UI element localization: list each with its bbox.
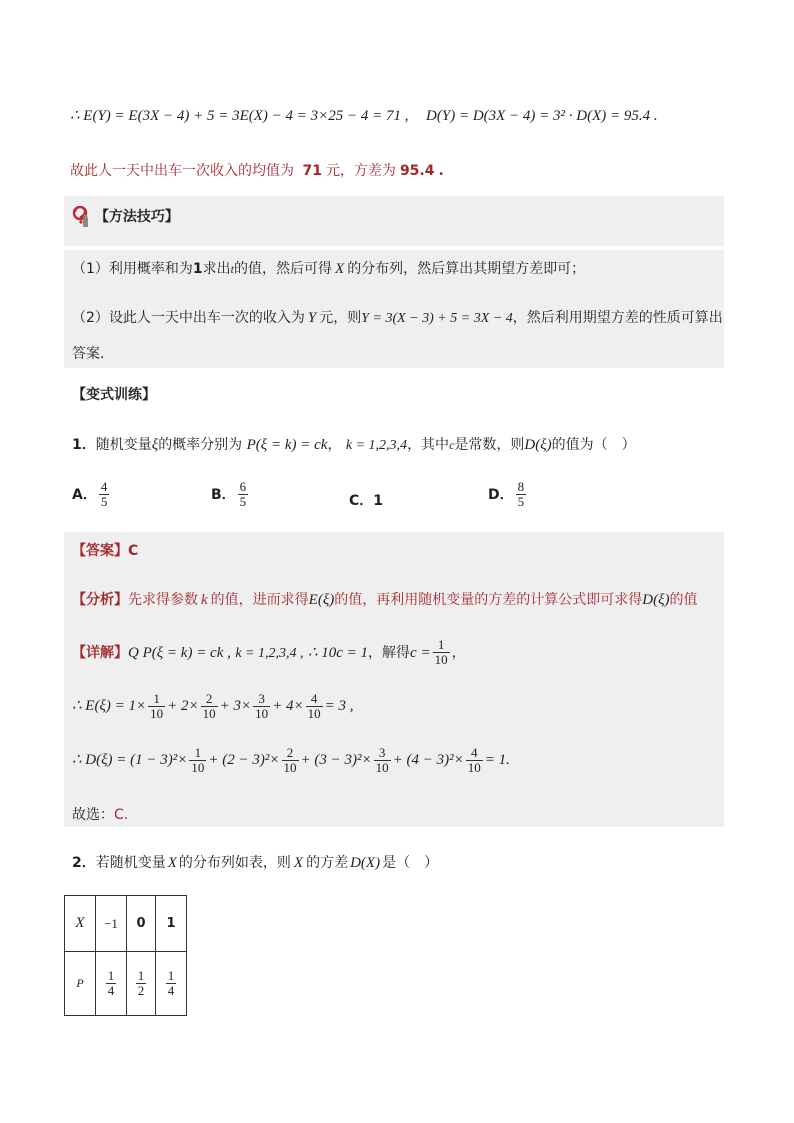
- analysis-text-d: 的值: [669, 592, 698, 608]
- table-frac-den: 4: [167, 983, 175, 998]
- method-item1-t: t: [230, 262, 235, 276]
- table-header-p: P: [65, 952, 96, 1016]
- q2-text-a: 若随机变量: [95, 855, 166, 871]
- q1-text-e: 的值为（ ）: [551, 437, 636, 453]
- analysis-tag: 【分析】: [72, 592, 128, 608]
- table-row: [65, 896, 187, 952]
- table-frac-num: 1: [137, 967, 145, 983]
- expectation-expression: ∴ E(Y) = E(3X − 4) + 5 = 3E(X) − 4 = 3×25 − 4 = 71 ,: [70, 108, 409, 124]
- d-calc-plus-4: + (4 − 3)²×: [392, 752, 464, 769]
- e-calc-frac-3: [253, 692, 270, 722]
- detail-c-num: 1: [437, 637, 445, 652]
- detail-comma: ，: [451, 644, 466, 661]
- d-calc-prefix: ∴ D(ξ) = (1 − 3)²×: [72, 752, 188, 769]
- e-calc-frac-2: [201, 692, 218, 722]
- option-b[interactable]: [211, 480, 250, 510]
- table-frac-den: 2: [137, 983, 145, 998]
- analysis-exi: E(ξ): [308, 592, 335, 608]
- method-item2-y: Y: [307, 310, 317, 326]
- d-t2-den: 10: [283, 760, 297, 776]
- conclusion-end: .: [438, 163, 444, 179]
- e-t2-den: 10: [202, 706, 216, 722]
- detail-sum: ∴ 10c = 1: [307, 644, 369, 661]
- answer-box: [64, 532, 724, 827]
- method-item1-one: 1: [192, 261, 203, 277]
- q1-xi: ξ: [151, 437, 159, 453]
- q2-x: X: [167, 855, 177, 871]
- option-a[interactable]: [72, 480, 111, 510]
- method-item1-text-c: 求出: [202, 261, 231, 277]
- table-header-x: X: [65, 896, 96, 952]
- option-b-label: B．: [211, 486, 236, 503]
- e-calc-plus-3: + 3×: [219, 698, 252, 715]
- conclusion-line: [70, 160, 444, 180]
- method-item2-text-a: （2）设此人一天中出车一次的收入为: [72, 310, 305, 326]
- table-cell: 0: [127, 896, 156, 952]
- expectation-calc-line: [72, 692, 354, 722]
- option-c-label: C．: [349, 493, 374, 509]
- d-calc-frac-2: [282, 746, 299, 776]
- d-t3-num: 3: [378, 745, 386, 760]
- option-a-fraction: [99, 480, 110, 510]
- e-t4-num: 4: [310, 691, 318, 706]
- detail-prob-expr: Q P(ξ = k) = ck ,: [128, 644, 231, 661]
- e-calc-prefix: ∴ E(ξ) = 1×: [72, 698, 147, 715]
- e-calc-frac-1: [148, 692, 165, 722]
- detail-tag: 【详解】: [72, 644, 128, 661]
- method-item1-text-e: 的分布列，然后算出其期望方差即可；: [347, 261, 586, 277]
- option-a-den: 5: [100, 494, 108, 510]
- table-frac: [166, 969, 177, 999]
- analysis-text-a: 先求得参数: [128, 592, 198, 608]
- d-t3-den: 10: [375, 760, 389, 776]
- q2-text-d: 是（ ）: [382, 855, 439, 871]
- q1-prob-expr: P(ξ = k) = ck: [246, 437, 328, 453]
- method-item1-text-a: （1）利用概率和为: [72, 261, 193, 277]
- conclusion-mid: 元，方差为: [325, 163, 396, 179]
- question-1: [72, 434, 636, 454]
- table-frac: [136, 969, 147, 999]
- analysis-dxi: D(ξ): [642, 592, 670, 608]
- answer-value: C: [128, 543, 139, 559]
- option-a-num: 4: [100, 479, 108, 494]
- method-item2-expr: Y = 3(X − 3) + 5 = 3X − 4: [361, 311, 513, 326]
- q2-text-b: 的分布列如表，则: [178, 855, 291, 871]
- option-b-den: 5: [239, 494, 247, 510]
- table-cell: [96, 952, 127, 1016]
- choose-label: 故选：: [72, 807, 114, 823]
- option-d-num: 8: [517, 479, 525, 494]
- table-frac-num: 1: [107, 967, 115, 983]
- option-d-fraction: [516, 480, 527, 510]
- option-c[interactable]: [349, 490, 383, 510]
- question-2: [72, 852, 438, 872]
- table-cell: [156, 952, 187, 1016]
- option-d-label: D．: [488, 486, 514, 503]
- d-calc-plus-3: + (3 − 3)²×: [300, 752, 372, 769]
- detail-line: [72, 638, 466, 668]
- expectation-line: [70, 106, 658, 125]
- d-calc-plus-2: + (2 − 3)²×: [208, 752, 280, 769]
- q1-number: 1．: [72, 437, 96, 453]
- e-calc-frac-4: [306, 692, 323, 722]
- d-t4-num: 4: [470, 745, 478, 760]
- e-t2-num: 2: [205, 691, 213, 706]
- e-t1-den: 10: [150, 706, 164, 722]
- q2-number: 2．: [72, 855, 96, 871]
- answer-line: [72, 540, 138, 560]
- method-item2-text-b: 元，则: [319, 310, 362, 326]
- e-calc-result: = 3 ,: [324, 698, 354, 715]
- variance-calc-line: [72, 746, 510, 776]
- d-calc-result: = 1.: [484, 752, 510, 769]
- detail-c-label: c =: [410, 644, 431, 661]
- analysis-k: k: [201, 592, 208, 608]
- q1-text-b: 的概率分别为: [158, 437, 243, 453]
- table-frac-den: 4: [107, 983, 115, 998]
- table-cell: [127, 952, 156, 1016]
- variance-expression: D(Y) = D(3X − 4) = 3² · D(X) = 95.4 .: [426, 108, 658, 124]
- conclusion-variance: 95.4: [399, 163, 435, 179]
- table-row: [65, 952, 187, 1016]
- method-item1-x: X: [335, 261, 345, 277]
- table-frac: [106, 969, 117, 999]
- q2-dx: D(X): [350, 855, 381, 871]
- d-calc-frac-4: [466, 746, 483, 776]
- method-title: 【方法技巧】: [94, 209, 179, 225]
- q2-text-c: 的方差: [306, 855, 349, 871]
- detail-c-fraction: [433, 638, 450, 668]
- distribution-table: [64, 895, 187, 1016]
- analysis-text-c: 的值，再利用随机变量的方差的计算公式即可求得: [334, 592, 643, 608]
- e-calc-plus-2: + 2×: [167, 698, 199, 715]
- method-item-1: [72, 258, 585, 278]
- option-b-fraction: [238, 480, 249, 510]
- conclusion-mean: 71: [302, 163, 322, 179]
- e-calc-plus-4: + 4×: [272, 698, 304, 715]
- e-t4-den: 10: [307, 706, 321, 722]
- option-b-num: 6: [239, 479, 247, 494]
- option-d-den: 5: [517, 494, 525, 510]
- choose-line: [72, 804, 128, 824]
- d-t4-den: 10: [467, 760, 481, 776]
- q2-x2: X: [293, 855, 304, 871]
- table-frac-num: 1: [167, 967, 175, 983]
- d-calc-frac-3: [374, 746, 391, 776]
- method-item-2-cont: 答案.: [72, 346, 105, 362]
- method-heading: [72, 206, 179, 228]
- option-c-value: 1: [373, 493, 384, 509]
- e-t1-num: 1: [153, 691, 160, 706]
- e-t3-num: 3: [258, 691, 265, 706]
- method-item2-text-c: ，然后利用期望方差的性质可算出: [512, 310, 723, 326]
- q1-k-range: k = 1,2,3,4: [345, 438, 408, 453]
- option-a-label: A．: [72, 486, 97, 503]
- question-person-icon: [72, 206, 90, 228]
- method-item1-text-d: 的值，然后可得: [234, 261, 333, 277]
- conclusion-prefix: 故此人一天中出车一次收入的均值为: [70, 163, 294, 179]
- analysis-text-b: 的值，进而求得: [210, 592, 309, 608]
- e-t3-den: 10: [255, 706, 269, 722]
- table-cell: 1: [156, 896, 187, 952]
- choose-value: C.: [114, 807, 129, 823]
- answer-tag: 【答案】: [72, 543, 128, 559]
- table-cell: −1: [96, 896, 127, 952]
- q1-text-c: ，其中: [407, 437, 450, 453]
- method-item-2: [72, 307, 723, 327]
- practice-heading: 【变式训练】: [72, 387, 156, 403]
- d-t1-den: 10: [191, 760, 205, 776]
- d-t1-num: 1: [194, 745, 202, 760]
- q1-text-a: 随机变量: [95, 437, 152, 453]
- d-t2-num: 2: [286, 745, 294, 760]
- q1-sep: ，: [327, 437, 342, 453]
- q1-c: c: [449, 438, 455, 452]
- option-d[interactable]: [488, 480, 528, 510]
- detail-c-den: 10: [434, 652, 448, 668]
- detail-k-range: k = 1,2,3,4 ,: [235, 645, 304, 661]
- detail-solve-text: ，解得: [368, 644, 411, 661]
- d-calc-frac-1: [189, 746, 206, 776]
- q1-dxi: D(ξ): [524, 437, 552, 453]
- analysis-line: [72, 589, 698, 609]
- q1-text-d: 是常数，则: [454, 437, 525, 453]
